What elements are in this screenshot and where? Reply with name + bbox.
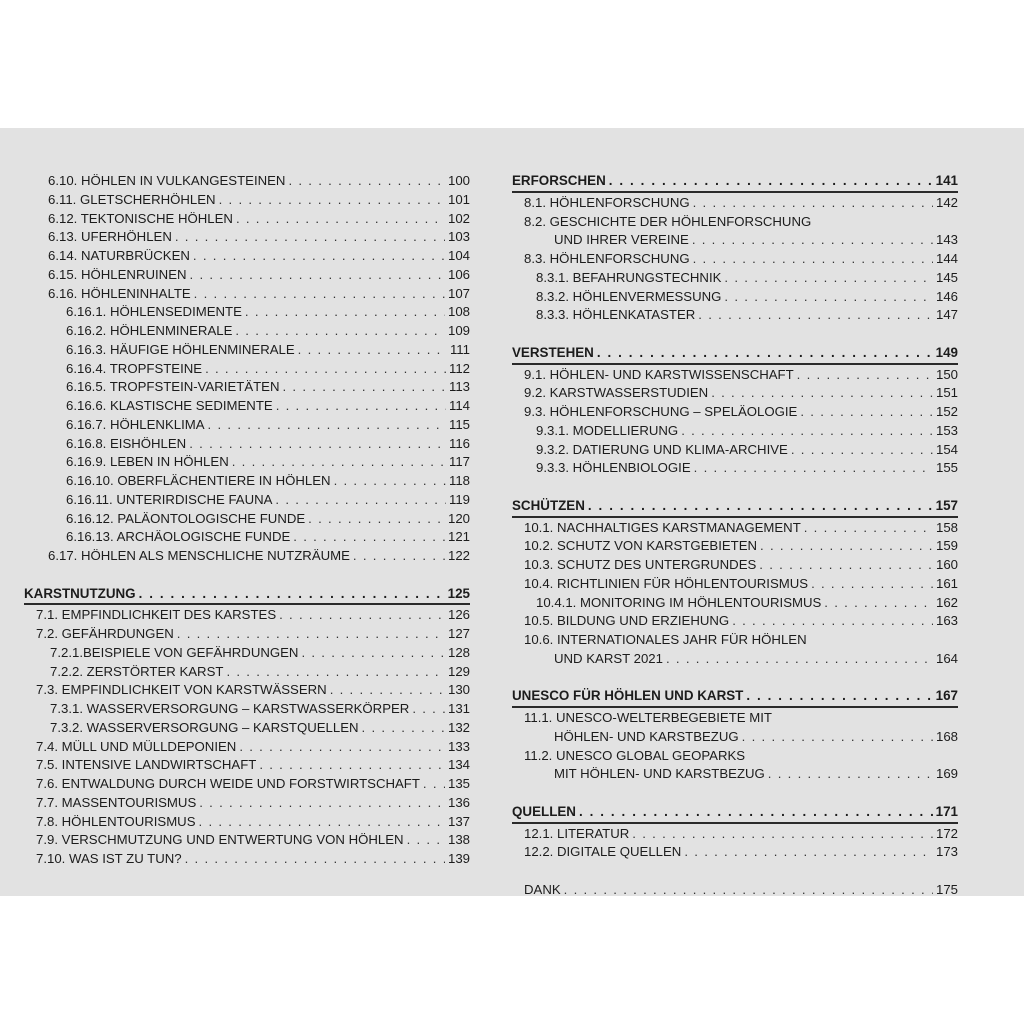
toc-entry-title: 11.2. UNESCO GLOBAL GEOPARKS <box>524 747 746 763</box>
dot-leader <box>681 422 933 441</box>
toc-entry-page: 144 <box>935 251 958 266</box>
toc-entry-page: 128 <box>447 644 470 660</box>
dot-leader <box>693 250 933 269</box>
toc-entry-title-continued: UND IHRER VEREINE <box>554 232 689 248</box>
toc-entry <box>24 228 470 247</box>
dot-leader <box>208 416 446 435</box>
toc-entry-title: 6.13. UFERHÖHLEN <box>48 229 172 245</box>
toc-entry <box>24 210 470 229</box>
toc-entry <box>512 825 958 844</box>
toc-entry-page: 153 <box>935 422 958 438</box>
section-rule <box>512 706 958 708</box>
toc-entry <box>24 700 470 719</box>
toc-entry-title: 10.1. NACHHALTIGES KARSTMANAGEMENT <box>524 519 801 535</box>
toc-entry <box>24 756 470 775</box>
dot-leader <box>219 191 445 210</box>
dot-leader <box>711 384 933 403</box>
dot-leader <box>232 453 446 472</box>
toc-entry <box>24 738 470 757</box>
toc-entry-title: 6.16.2. HÖHLENMINERALE <box>66 323 233 338</box>
toc-entry-first-line <box>512 747 958 766</box>
toc-entry <box>512 843 958 862</box>
toc-entry-title: 8.3.3. HÖHLENKATASTER <box>536 307 696 323</box>
toc-entry-title: 9.1. HÖHLEN- UND KARSTWISSENSCHAFT <box>524 366 794 382</box>
toc-entry <box>24 719 470 738</box>
toc-entry-second-line <box>512 231 958 250</box>
toc-entry <box>24 360 470 379</box>
toc-entry-title: 7.7. MASSENTOURISMUS <box>36 794 197 810</box>
dot-leader <box>283 378 446 397</box>
toc-entry <box>24 681 470 700</box>
toc-entry-second-line <box>512 765 958 784</box>
toc-section-verstehen <box>512 344 958 363</box>
toc-entry-title: 7.2.2. ZERSTÖRTER KARST <box>50 663 224 679</box>
toc-entry-page: 135 <box>447 776 470 791</box>
toc-section-unesco <box>512 687 958 706</box>
toc-entry <box>512 594 958 613</box>
dot-leader <box>811 575 933 594</box>
toc-entry-page: 157 <box>935 497 958 513</box>
dot-leader <box>288 172 445 191</box>
dot-leader <box>235 322 445 341</box>
dot-leader <box>185 850 445 869</box>
dot-leader <box>666 650 933 669</box>
toc-entry-second-line <box>512 728 958 747</box>
toc-entry <box>24 435 470 454</box>
toc-entry-title: 6.17. HÖHLEN ALS MENSCHLICHE NUTZRÄUME <box>48 548 350 563</box>
toc-entry-title: 7.2. GEFÄHRDUNGEN <box>36 626 174 641</box>
toc-entry-title-continued: HÖHLEN- UND KARSTBEZUG <box>554 728 739 744</box>
toc-entry-first-line <box>512 631 958 650</box>
dot-leader <box>760 537 933 556</box>
toc-entry-title: 6.14. NATURBRÜCKEN <box>48 248 190 263</box>
toc-entry-title: 9.2. KARSTWASSERSTUDIEN <box>524 385 709 401</box>
toc-entry-page: 125 <box>447 585 470 601</box>
toc-entry-page: 120 <box>447 510 470 526</box>
toc-entry-title: 6.16.7. HÖHLENKLIMA <box>66 416 205 432</box>
dot-leader <box>732 612 933 631</box>
dot-leader <box>564 881 933 900</box>
toc-entry-page: 102 <box>447 210 470 226</box>
toc-entry <box>512 556 958 575</box>
dot-leader <box>330 681 445 700</box>
dot-leader <box>193 247 445 266</box>
dot-leader <box>694 459 933 478</box>
toc-entry <box>512 288 958 307</box>
toc-entry-page: 169 <box>935 766 958 782</box>
dot-leader <box>423 775 445 794</box>
spacer <box>512 478 958 497</box>
toc-entry <box>512 422 958 441</box>
toc-entry <box>24 453 470 472</box>
toc-entry-page: 100 <box>447 173 470 188</box>
toc-entry-title: 10.3. SCHUTZ DES UNTERGRUNDES <box>524 557 757 572</box>
toc-entry-page: 106 <box>447 266 470 282</box>
dot-leader <box>239 738 445 757</box>
dot-leader <box>276 397 446 416</box>
toc-entry-page: 139 <box>447 851 470 866</box>
toc-entry <box>24 378 470 397</box>
toc-entry-page: 155 <box>935 460 958 476</box>
toc-entry-page: 129 <box>447 663 470 679</box>
dot-leader <box>353 547 445 566</box>
toc-entry-title: 6.16.12. PALÄONTOLOGISCHE FUNDE <box>66 510 306 526</box>
toc-entry-title: 7.3. EMPFINDLICHKEIT VON KARSTWÄSSERN <box>36 682 327 698</box>
toc-entry-title: 9.3.2. DATIERUNG UND KLIMA-ARCHIVE <box>536 441 788 457</box>
toc-entry-title: 7.5. INTENSIVE LANDWIRTSCHAFT <box>36 757 257 773</box>
toc-entry-title: 6.16.13. ARCHÄOLOGISCHE FUNDE <box>66 529 291 545</box>
toc-entry-title: 12.1. LITERATUR <box>524 825 630 841</box>
dot-leader <box>579 803 933 822</box>
spacer <box>512 784 958 803</box>
toc-entry-page: 122 <box>447 548 470 563</box>
dot-leader <box>742 728 933 747</box>
toc-entry <box>24 606 470 625</box>
toc-entry-title: 7.3.2. WASSERVERSORGUNG – KARSTQUELLEN <box>50 719 359 735</box>
dot-leader <box>236 210 445 229</box>
toc-entry-page: 151 <box>935 385 958 401</box>
toc-entry <box>512 459 958 478</box>
toc-entry-page: 136 <box>447 794 470 810</box>
toc-entry-page: 118 <box>448 473 470 488</box>
dot-leader <box>190 266 445 285</box>
dot-leader <box>205 360 446 379</box>
toc-entry-page: 175 <box>935 881 958 897</box>
toc-entry <box>24 285 470 304</box>
dot-leader <box>199 794 445 813</box>
toc-entry <box>512 575 958 594</box>
spacer <box>512 325 958 344</box>
toc-entry-page: 126 <box>447 607 470 623</box>
toc-entry-page: 152 <box>935 404 958 419</box>
dot-leader <box>298 341 447 360</box>
toc-entry-title-continued: MIT HÖHLEN- UND KARSTBEZUG <box>554 766 765 782</box>
toc-entry-page: 137 <box>447 813 470 829</box>
toc-entry-page: 149 <box>935 344 958 360</box>
toc-entry <box>24 491 470 510</box>
toc-entry-page: 115 <box>448 416 470 432</box>
dot-leader <box>698 306 933 325</box>
toc-entry <box>512 366 958 385</box>
toc-right-column <box>512 172 958 900</box>
toc-entry <box>24 831 470 850</box>
toc-entry-page: 138 <box>447 832 470 848</box>
toc-entry-page: 172 <box>935 825 958 841</box>
toc-entry-page: 103 <box>447 229 470 245</box>
toc-entry-title: 10.5. BILDUNG UND ERZIEHUNG <box>524 613 730 629</box>
toc-entry-page: 146 <box>935 288 958 304</box>
dot-leader <box>334 472 446 491</box>
toc-entry-title: 7.10. WAS IST ZU TUN? <box>36 851 182 866</box>
toc-entry-title: 9.3.1. MODELLIERUNG <box>536 422 679 438</box>
dot-leader <box>824 594 933 613</box>
dot-leader <box>175 228 445 247</box>
toc-entry-page: 131 <box>447 701 470 716</box>
toc-entry <box>24 528 470 547</box>
toc-entry-title: 7.8. HÖHLENTOURISMUS <box>36 813 196 829</box>
toc-entry-page: 159 <box>935 538 958 554</box>
section-rule <box>512 191 958 193</box>
toc-entry-title: SCHÜTZEN <box>512 497 585 513</box>
toc-entry-page: 114 <box>448 398 470 413</box>
toc-entry <box>24 247 470 266</box>
toc-entry-page: 133 <box>447 738 470 754</box>
toc-entry <box>24 397 470 416</box>
dot-leader <box>412 700 445 719</box>
dot-leader <box>804 519 933 538</box>
toc-entry <box>24 775 470 794</box>
toc-entry <box>512 194 958 213</box>
toc-entry <box>512 403 958 422</box>
toc-entry-page: 101 <box>447 191 470 207</box>
toc-entry-page: 130 <box>447 682 470 698</box>
dot-leader <box>684 843 933 862</box>
toc-entry <box>24 341 470 360</box>
dot-leader <box>194 285 445 304</box>
toc-entry <box>24 322 470 341</box>
toc-entry-title: QUELLEN <box>512 803 576 819</box>
toc-entry-title: 8.2. GESCHICHTE DER HÖHLENFORSCHUNG <box>524 213 812 229</box>
toc-section-schuetzen <box>512 497 958 516</box>
toc-entry-title: 8.3.2. HÖHLENVERMESSUNG <box>536 288 722 304</box>
toc-entry-title: ERFORSCHEN <box>512 173 606 188</box>
dot-leader <box>797 366 933 385</box>
dot-leader <box>693 194 933 213</box>
toc-entry <box>512 250 958 269</box>
toc-entry-page: 168 <box>935 728 958 744</box>
toc-entry <box>24 625 470 644</box>
toc-entry <box>512 269 958 288</box>
toc-entry <box>24 416 470 435</box>
toc-entry-title: DANK <box>524 881 561 897</box>
dot-leader <box>800 403 933 422</box>
dot-leader <box>139 585 445 604</box>
toc-entry-title: 6.16.1. HÖHLENSEDIMENTE <box>66 304 242 320</box>
dot-leader <box>746 687 932 706</box>
toc-entry-page: 143 <box>935 232 958 248</box>
toc-entry-title: 6.16.5. TROPFSTEIN-VARIETÄTEN <box>66 379 280 395</box>
toc-entry <box>24 547 470 566</box>
toc-entry-page: 127 <box>447 626 470 641</box>
section-rule <box>24 603 470 605</box>
toc-entry-title: 12.2. DIGITALE QUELLEN <box>524 844 682 860</box>
toc-entry-title: 7.3.1. WASSERVERSORGUNG – KARSTWASSERKÖRPER <box>50 701 410 716</box>
toc-entry-page: 161 <box>935 575 958 591</box>
toc-entry-title: KARSTNUTZUNG <box>24 585 136 601</box>
toc-entry-page: 116 <box>448 435 470 451</box>
toc-entry-page: 171 <box>935 803 958 819</box>
toc-entry-second-line <box>512 650 958 669</box>
toc-entry-page: 167 <box>935 688 958 704</box>
toc-entry-title: 7.1. EMPFINDLICHKEIT DES KARSTES <box>36 607 277 623</box>
toc-entry-page: 164 <box>935 650 958 666</box>
dot-leader <box>279 606 445 625</box>
dot-leader <box>632 825 933 844</box>
toc-entry-page: 112 <box>448 360 470 376</box>
toc-entry-title: 10.2. SCHUTZ VON KARSTGEBIETEN <box>524 538 758 554</box>
toc-entry-title: 7.2.1.BEISPIELE VON GEFÄHRDUNGEN <box>50 644 299 660</box>
toc-entry-title: 10.4.1. MONITORING IM HÖHLENTOURISMUS <box>536 594 822 610</box>
toc-entry <box>24 191 470 210</box>
toc-entry-title: 10.4. RICHTLINIEN FÜR HÖHLENTOURISMUS <box>524 575 809 591</box>
toc-left-column <box>24 172 470 869</box>
toc-entry-page: 121 <box>447 529 470 545</box>
toc-entry-title: 6.16.9. LEBEN IN HÖHLEN <box>66 454 229 470</box>
dot-leader <box>293 528 445 547</box>
toc-entry-page: 147 <box>935 307 958 323</box>
toc-entry-page: 108 <box>447 304 470 320</box>
toc-entry-title: 9.3. HÖHLENFORSCHUNG – SPELÄOLOGIE <box>524 404 798 419</box>
toc-entry-title: 6.10. HÖHLEN IN VULKANGESTEINEN <box>48 173 286 188</box>
toc-entry-title: VERSTEHEN <box>512 344 594 360</box>
spacer <box>24 566 470 585</box>
toc-entry-page: 162 <box>935 594 958 610</box>
toc-entry-page: 163 <box>935 613 958 629</box>
dot-leader <box>724 269 933 288</box>
toc-section-erforschen <box>512 172 958 191</box>
dot-leader <box>189 435 446 454</box>
toc-entry <box>512 441 958 460</box>
dot-leader <box>275 491 446 510</box>
dot-leader <box>609 172 933 191</box>
dot-leader <box>199 813 445 832</box>
toc-entry-page: 141 <box>935 173 958 188</box>
toc-entry <box>24 794 470 813</box>
toc-entry-title: 7.6. ENTWALDUNG DURCH WEIDE UND FORSTWIRTSCHAFT <box>36 776 420 791</box>
toc-entry-title: 6.12. TEKTONISCHE HÖHLEN <box>48 210 233 226</box>
toc-entry-title: UNESCO FÜR HÖHLEN UND KARST <box>512 688 744 704</box>
toc-entry <box>24 850 470 869</box>
toc-entry-page: 104 <box>447 248 470 263</box>
toc-entry-title: 6.11. GLETSCHERHÖHLEN <box>48 191 216 207</box>
toc-entry <box>512 537 958 556</box>
toc-entry <box>24 813 470 832</box>
toc-entry-title: 6.16.8. EISHÖHLEN <box>66 435 187 451</box>
toc-entry-title: 6.16.3. HÄUFIGE HÖHLENMINERALE <box>66 341 295 357</box>
toc-entry <box>24 644 470 663</box>
toc-section-karstnutzung <box>24 585 470 604</box>
dot-leader <box>259 756 445 775</box>
toc-entry-title: 11.1. UNESCO-WELTERBEGEBIETE MIT <box>524 710 772 725</box>
toc-entry-page: 142 <box>935 194 958 210</box>
toc-entry-page: 117 <box>448 454 470 470</box>
dot-leader <box>226 663 445 682</box>
dot-leader <box>692 231 933 250</box>
toc-entry-page: 119 <box>448 491 470 507</box>
dot-leader <box>407 831 445 850</box>
toc-entry-page: 111 <box>449 341 470 357</box>
toc-entry <box>24 172 470 191</box>
toc-entry <box>24 472 470 491</box>
toc-entry-title: 6.16. HÖHLENINHALTE <box>48 285 191 301</box>
section-rule <box>512 516 958 518</box>
dot-leader <box>724 288 933 307</box>
toc-entry-title: 8.3.1. BEFAHRUNGSTECHNIK <box>536 269 722 285</box>
dot-leader <box>177 625 445 644</box>
toc-entry-page: 160 <box>935 557 958 572</box>
toc-entry-title: 10.6. INTERNATIONALES JAHR FÜR HÖHLEN <box>524 632 807 647</box>
toc-entry-page: 132 <box>447 719 470 735</box>
toc-entry-first-line <box>512 213 958 232</box>
toc-section-quellen <box>512 803 958 822</box>
dot-leader <box>597 344 933 363</box>
section-rule <box>512 363 958 365</box>
toc-entry-page: 173 <box>935 844 958 860</box>
toc-entry-page: 154 <box>935 441 958 457</box>
toc-entry <box>24 303 470 322</box>
toc-entry-page: 109 <box>447 323 470 338</box>
spacer <box>512 862 958 881</box>
toc-entry-title: 8.3. HÖHLENFORSCHUNG <box>524 251 690 266</box>
toc-entry-page: 134 <box>447 757 470 773</box>
toc-entry-title: 6.16.4. TROPFSTEINE <box>66 360 203 376</box>
toc-entry-page: 150 <box>935 366 958 382</box>
toc-entry-title: 6.15. HÖHLENRUINEN <box>48 266 187 282</box>
toc-entry <box>512 306 958 325</box>
toc-entry-title-continued: UND KARST 2021 <box>554 650 663 666</box>
toc-entry-title: 9.3.3. HÖHLENBIOLOGIE <box>536 460 691 476</box>
dot-leader <box>768 765 933 784</box>
toc-entry <box>512 519 958 538</box>
toc-entry-page: 113 <box>448 379 470 395</box>
toc-entry <box>24 663 470 682</box>
toc-entry <box>24 266 470 285</box>
toc-page <box>0 128 1024 896</box>
dot-leader <box>245 303 445 322</box>
toc-entry-first-line <box>512 709 958 728</box>
toc-entry-title: 7.4. MÜLL UND MÜLLDEPONIEN <box>36 738 237 754</box>
dot-leader <box>301 644 445 663</box>
toc-entry-title: 6.16.11. UNTERIRDISCHE FAUNA <box>66 491 273 507</box>
toc-entry-title: 6.16.6. KLASTISCHE SEDIMENTE <box>66 398 273 413</box>
dot-leader <box>362 719 445 738</box>
toc-entry-title: 7.9. VERSCHMUTZUNG UND ENTWERTUNG VON HÖHLEN <box>36 832 404 848</box>
toc-entry <box>512 384 958 403</box>
section-rule <box>512 822 958 824</box>
toc-entry-dank <box>512 881 958 900</box>
toc-entry-page: 145 <box>935 269 958 285</box>
toc-entry-title: 8.1. HÖHLENFORSCHUNG <box>524 194 690 210</box>
toc-entry <box>512 612 958 631</box>
toc-entry-page: 158 <box>935 519 958 535</box>
dot-leader <box>588 497 933 516</box>
dot-leader <box>759 556 933 575</box>
dot-leader <box>791 441 933 460</box>
toc-entry-title: 6.16.10. OBERFLÄCHENTIERE IN HÖHLEN <box>66 473 331 488</box>
dot-leader <box>308 510 445 529</box>
spacer <box>512 669 958 688</box>
toc-entry <box>24 510 470 529</box>
toc-entry-page: 107 <box>447 285 470 301</box>
